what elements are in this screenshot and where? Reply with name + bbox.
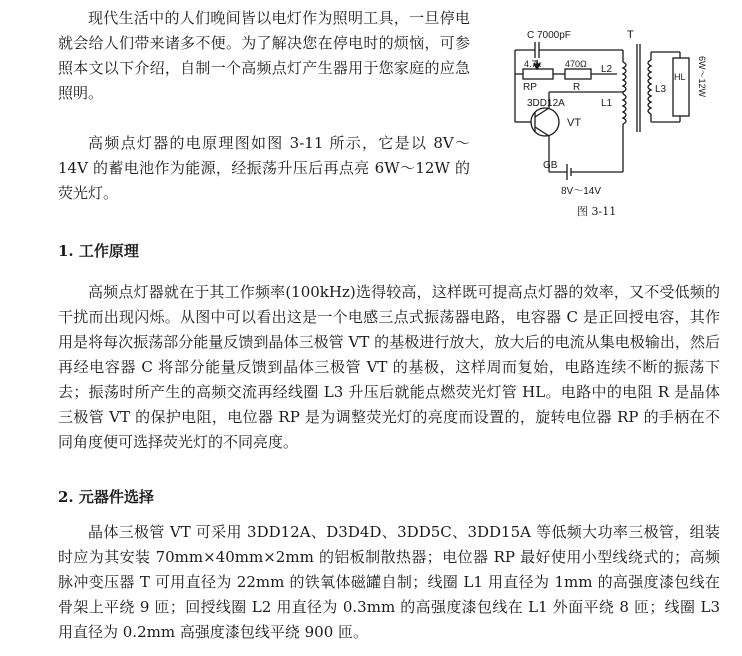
label-transistor-model: 3DD12A <box>527 98 565 109</box>
label-voltage: 8V～14V <box>561 186 602 197</box>
section-1-body: 高频点灯器就在于其工作频率(100kHz)选得较高，这样既可提高点灯器的效率，又不受低频的干扰而出现闪烁。从图中可以看出这是一个电感三点式振荡器电路，电容器 C 是正回授电容，其作用是将每次振荡部分能量反馈到晶体三极管 VT 的基极进行放大，放大后的电流从集电极输出，然后再经电容器 C 将部分能量反馈到晶体三极管 VT 的基极，这样周而复始，电路连续不断的振荡下去；振荡时所产生的高频交流再经线圈 L3 升压后就能点燃荧光灯管 HL。电路中的电阻 R 是晶体三极管 VT 的保护电阻，电位器 RP 是为调整荧光灯的亮度而设置的，旋转电位器 RP 的手柄在不同角度便可选择荧光灯的不同亮度。 <box>58 283 720 451</box>
section-2-body: 晶体三极管 VT 可采用 3DD12A、D3D4D、3DD5C、3DD15A 等低频大功率三极管，组装时应为其安装 70mm×40mm×2mm 的铝板制散热器；电位器 RP 最好使用小型线绕式的；高频脉冲变压器 T 可用直径为 22mm 的铁氧体磁罐自制；线圈 L1 用直径为 1mm 的高强度漆包线在骨架上平绕 9 匝；回授线圈 L2 用直径为 0.3mm 的高强度漆包线在 L1 外面平绕 8 匝；线圈 L3 用直径为 0.2mm 高强度漆包线平绕 900 匝。 <box>58 523 720 641</box>
label-l2: L2 <box>601 64 613 75</box>
label-hl: HL <box>674 72 686 82</box>
intro-paragraph-2: 高频点灯器的电原理图如图 3-11 所示，它是以 8V～14V 的蓄电池作为能源，经振荡升压后再点亮 6W～12W 的荧光灯。 <box>58 134 470 202</box>
label-battery: GB <box>543 160 558 171</box>
label-vt: VT <box>567 117 582 129</box>
label-r2: 470Ω <box>565 59 587 69</box>
label-capacitor: C 7000pF <box>527 30 571 41</box>
label-l3: L3 <box>655 84 667 95</box>
label-r1: 4.7k <box>524 59 542 69</box>
section-1-title: 1. 工作原理 <box>58 242 139 260</box>
figure-caption: 图 3-11 <box>577 205 617 218</box>
label-l1: L1 <box>601 98 613 109</box>
label-rp: RP <box>523 82 537 93</box>
label-r: R <box>573 82 581 93</box>
circuit-diagram <box>505 22 715 212</box>
intro-paragraph-1: 现代生活中的人们晚间皆以电灯作为照明工具，一旦停电就会给人们带来诸多不便。为了解决您在停电时的烦恼，可参照本文以下介绍，自制一个高频点灯产生器用于您家庭的应急照明。 <box>58 9 470 102</box>
label-lamp-power: 6W～12W <box>697 56 707 98</box>
label-transformer: T <box>627 29 634 41</box>
section-2-title: 2. 元器件选择 <box>58 488 154 506</box>
